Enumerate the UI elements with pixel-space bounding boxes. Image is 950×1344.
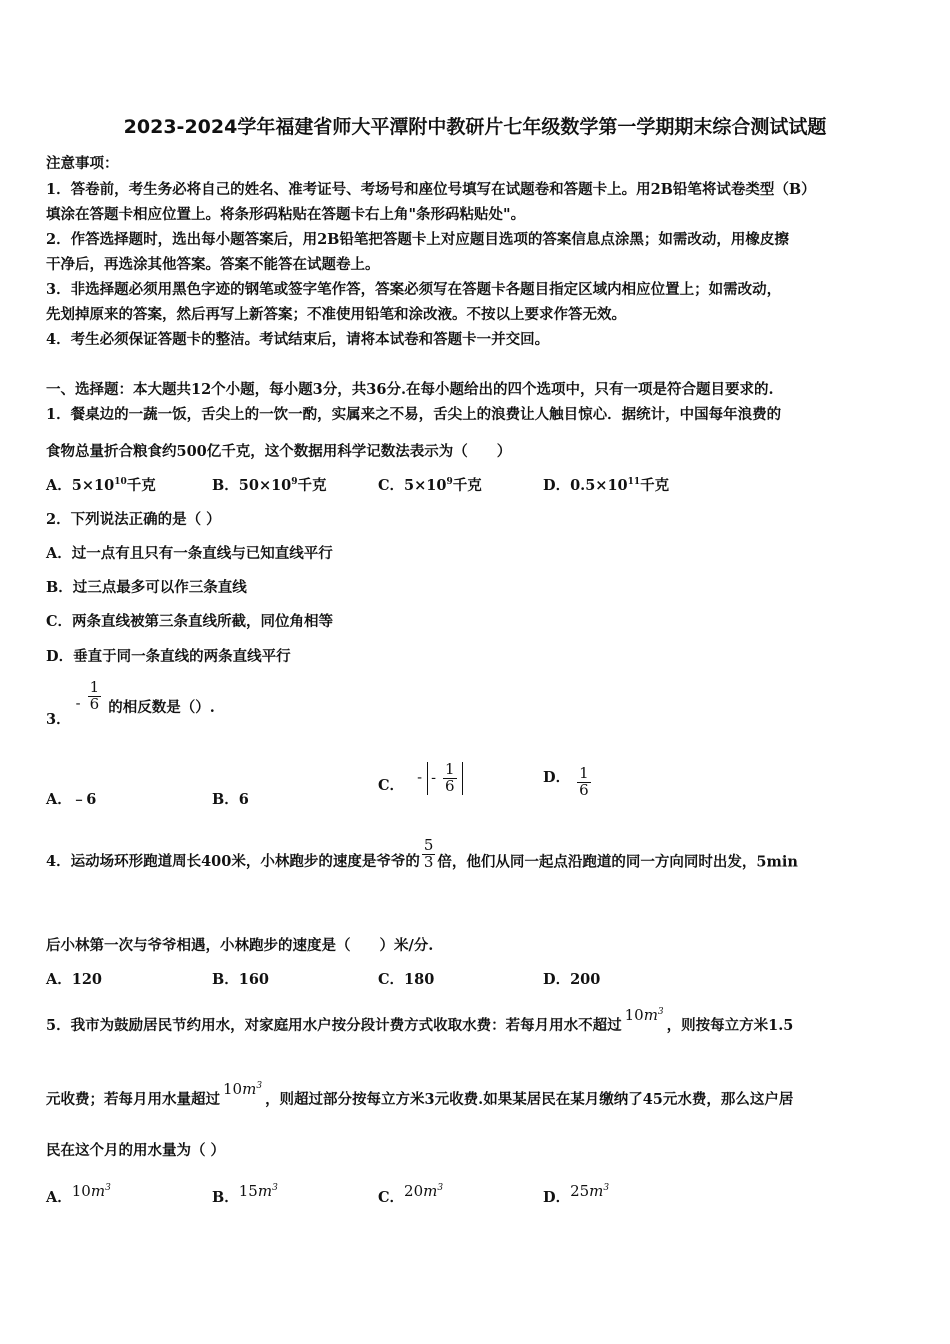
question-4-option-b: B．160: [212, 971, 270, 988]
notice-line: 干净后，再选涂其他答案。答案不能答在试题卷上。: [46, 256, 380, 273]
question-2-stem: 2．下列说法正确的是（ ）: [46, 511, 221, 528]
notice-line: 4．考生必须保证答题卡的整洁。考试结束后，请将本试卷和答题卡一并交回。: [46, 331, 550, 348]
fraction: $\frac{1}{6}$: [89, 678, 100, 713]
notice-line: 填涂在答题卡相应位置上。将条形码粘贴在答题卡右上角"条形码粘贴处"。: [46, 206, 526, 223]
question-1-stem-cont: 食物总量折合粮食约500亿千克，这个数据用科学记数法表示为（ ）: [46, 443, 512, 460]
question-5-option-c: C．$20m^3$: [378, 1182, 444, 1206]
question-2-option-d: D．垂直于同一条直线的两条直线平行: [46, 648, 291, 665]
question-1-stem: 1．餐桌边的一蔬一饭，舌尖上的一饮一酌，实属来之不易，舌尖上的浪费让人触目惊心．据统计，中国每年浪费的: [46, 406, 782, 423]
section-heading: 一、选择题：本大题共12个小题，每小题3分，共36分.在每小题给出的四个选项中，只有一项是符合题目要求的.: [46, 381, 774, 398]
question-1-option-a: A．$5\times 10^{10}$千克: [46, 477, 156, 494]
question-2-option-c: C．两条直线被第三条直线所截，同位角相等: [46, 613, 334, 630]
question-3-option-c: C． - - $\frac{1}{6}$: [378, 762, 463, 795]
question-4-option-d: D．200: [543, 971, 601, 988]
question-1-option-d: D．$0.5\times 10^{11}$千克: [543, 477, 670, 494]
question-5-stem-cont: 民在这个月的用水量为（ ）: [46, 1142, 226, 1159]
question-5-option-b: B．$15m^3$: [212, 1182, 278, 1206]
question-2-option-b: B．过三点最多可以作三条直线: [46, 579, 247, 596]
notice-line: 先划掉原来的答案，然后再写上新答案；不准使用铅笔和涂改液。不按以上要求作答无效。: [46, 306, 626, 323]
question-1-option-b: B．$50\times 10^9$千克: [212, 477, 327, 494]
question-2-option-a: A．过一点有且只有一条直线与已知直线平行: [46, 545, 333, 562]
question-4-stem-cont: 后小林第一次与爷爷相遇，小林跑步的速度是（ ）米/分.: [46, 937, 434, 954]
question-1-option-c: C．$5\times 10^9$千克: [378, 477, 482, 494]
page-title: 2023-2024学年福建省师大平潭附中教研片七年级数学第一学期期末综合测试试题: [123, 116, 827, 138]
notice-line: 1．答卷前，考生务必将自己的姓名、准考证号、考场号和座位号填写在试题卷和答题卡上。用2B铅笔将试卷类型（B）: [46, 181, 816, 198]
question-4-option-c: C．180: [378, 971, 435, 988]
notice-heading: 注意事项：: [46, 155, 119, 172]
absolute-value: - $\frac{1}{6}$: [427, 762, 463, 795]
question-5-option-a: A．$10m^3$: [46, 1182, 111, 1206]
question-4-stem: 4．运动场环形跑道周长400米，小林跑步的速度是爷爷的 $\frac{5}{3}$ 倍，他们从同一起点沿跑道的同一方向同时出发，5min: [46, 836, 798, 871]
question-5-stem: 5．我市为鼓励居民节约用水，对家庭用水户按分段计费方式收取水费：若每月用水不超过$10m^3$，则按每立方米1.5: [46, 1006, 794, 1034]
question-3-option-d: D． $\frac{1}{6}$: [543, 764, 589, 799]
question-5-option-d: D．$25m^3$: [543, 1182, 610, 1206]
question-3-option-a: A．﹣6: [46, 791, 97, 808]
question-3-stem: 3． - $\frac{1}{6}$ 的相反数是（）.: [46, 678, 215, 729]
question-4-option-a: A．120: [46, 971, 103, 988]
notice-line: 2．作答选择题时，选出每小题答案后，用2B铅笔把答题卡上对应题目选项的答案信息点涂黑；如需改动，用橡皮擦: [46, 231, 789, 248]
notice-line: 3．非选择题必须用黑色字迹的钢笔或签字笔作答，答案必须写在答题卡各题目指定区域内相应位置上；如需改动，: [46, 281, 782, 298]
question-3-option-b: B．6: [212, 791, 249, 808]
question-5-stem-cont: 元收费；若每月用水量超过$10m^3$，则超过部分按每立方米3元收费.如果某居民在某月缴纳了45元水费，那么这户居: [46, 1080, 794, 1108]
